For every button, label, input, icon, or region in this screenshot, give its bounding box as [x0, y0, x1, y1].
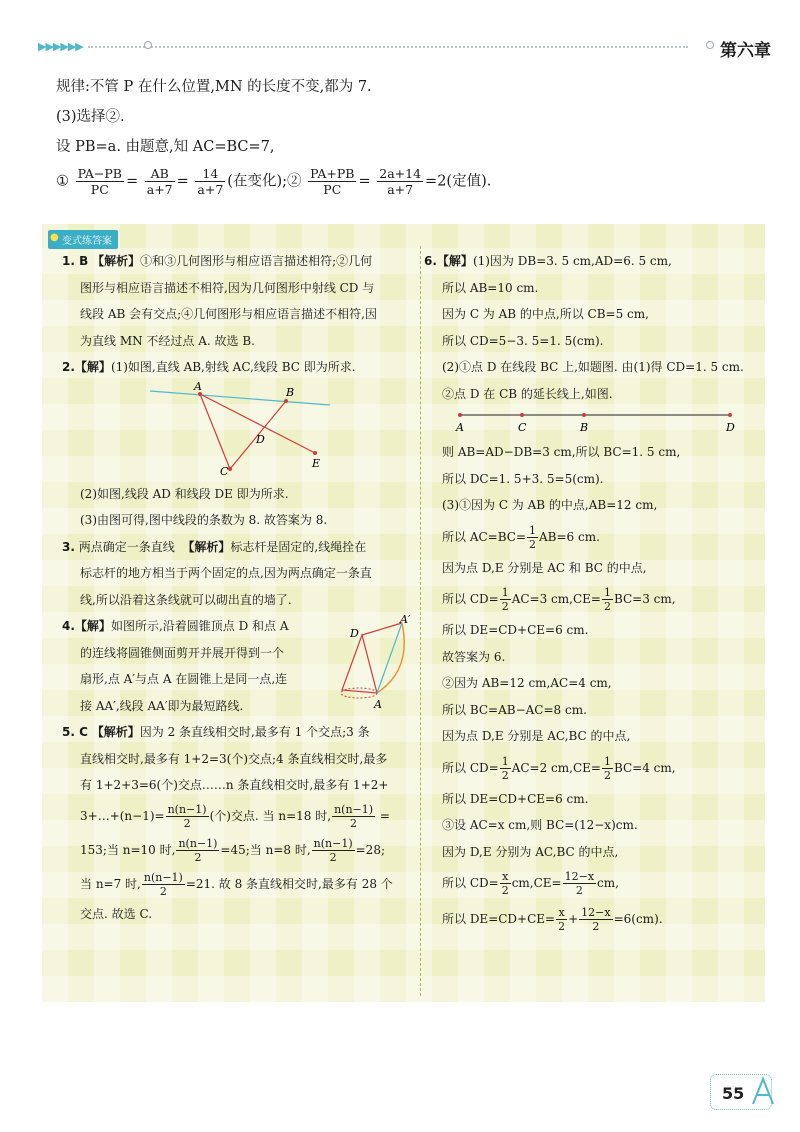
- answer-line: 153;当 n=10 时, $\frac{n(n-1)}{2}$ =45;当 n=8 时, $\frac{n(n-1)}{2}$ =28;: [80, 836, 385, 864]
- answer-line: 的连线将圆锥侧面剪开并展开得到一个: [80, 645, 285, 660]
- fraction: $\frac{14}{a+7}$: [197, 166, 224, 197]
- ring-decoration-icon: [144, 41, 152, 49]
- answer-line: (3)①因为 C 为 AB 的中点,AB=12 cm,: [442, 498, 658, 512]
- lightbulb-icon: ●: [50, 232, 59, 243]
- intro-formula: ① $\frac{PA-PB}{PC}$ = $\frac{AB}{a+7}$ = $\frac{14}{a+7}$ (在变化);② $\frac{PA+PB}{PC}$ = $\frac{2a+14}{a+7}$ =2(定值).: [56, 166, 492, 197]
- label-c: C: [518, 421, 527, 434]
- answer-line: 所以 CD= $\frac{x}{2}$ cm,CE= $\frac{12-x}{2}$ cm,: [442, 870, 619, 897]
- cone-outline: [342, 635, 377, 693]
- point-b: [582, 413, 586, 417]
- fraction: $\frac{n(n-1)}{2}$: [143, 870, 183, 898]
- fraction: $\frac{1}{2}$: [603, 586, 611, 613]
- answer-line: 直线相交时,最多有 1+2=3(个)交点;4 条直线相交时,最多: [80, 751, 388, 766]
- answer-line: 线段 AB 会有交点;④几何图形与相应语言描述不相符,因: [80, 307, 377, 321]
- answer-line: 线,所以沿着这条线就可以砌出直的墙了.: [80, 592, 292, 607]
- answer-line: 1. B 【解析】①和③几何图形与相应语言描述相符;②几何: [62, 254, 373, 268]
- label-d: D: [350, 627, 359, 640]
- label-b: B: [286, 385, 295, 399]
- answer-line: 4.【解】如图所示,沿着圆锥顶点 D 和点 A: [62, 619, 289, 633]
- q4-block: [62, 613, 416, 719]
- intro-line: (3)选择②.: [56, 109, 125, 125]
- fraction: $\frac{x}{2}$: [501, 870, 509, 897]
- dotted-rule: [88, 46, 688, 48]
- point-e: [313, 451, 317, 455]
- answer-line: 所以 CD=5−3. 5=1. 5(cm).: [442, 333, 604, 348]
- fraction: $\frac{1}{2}$: [603, 754, 611, 782]
- answer-line: 所以 DE=CD+CE=6 cm.: [442, 791, 589, 806]
- ray-ac: [200, 394, 230, 469]
- fraction: $\frac{n(n-1)}{2}$: [313, 836, 353, 864]
- answer-line: 所以 CD= $\frac{1}{2}$ AC=3 cm,CE= $\frac{1}{2}$ BC=3 cm,: [442, 586, 676, 613]
- answer-line: 所以 BC=AB−AC=8 cm.: [442, 702, 587, 717]
- answer-line: 标志杆的地方相当于两个固定的点,因为两点确定一条直: [80, 566, 372, 580]
- answer-line: 因为点 D,E 分别是 AC,BC 的中点,: [442, 729, 631, 743]
- answer-line: 接 AA′,线段 AA′即为最短路线.: [80, 698, 244, 713]
- answer-line: 所以 CD= $\frac{1}{2}$ AC=2 cm,CE= $\frac{1}{2}$ BC=4 cm,: [442, 754, 676, 782]
- figure-cone: [332, 615, 417, 725]
- label-d: D: [726, 421, 735, 434]
- fraction: $\frac{12-x}{2}$: [581, 906, 611, 933]
- answer-line: 2.【解】(1)如图,直线 AB,射线 AC,线段 BC 即为所求.: [62, 360, 356, 374]
- fraction: $\frac{2a+14}{a+7}$: [379, 166, 422, 197]
- point-b: [284, 399, 288, 403]
- point-d: [728, 413, 732, 417]
- fraction: $\frac{n(n-1)}{2}$: [167, 802, 207, 830]
- fraction: $\frac{AB}{a+7}$: [146, 166, 173, 197]
- answer-line: (2)①点 D 在线段 BC 上,如题图. 由(1)得 CD=1. 5 cm.: [442, 360, 744, 374]
- intro-section: [56, 72, 756, 197]
- point-c: [520, 413, 524, 417]
- label-c: C: [220, 464, 229, 478]
- fraction: $\frac{x}{2}$: [558, 906, 566, 933]
- label-b: B: [580, 421, 589, 434]
- label-a: A: [456, 421, 464, 434]
- point-a: [458, 413, 462, 417]
- answer-line: 为直线 MN 不经过点 A. 故选 B.: [80, 333, 255, 348]
- lines-diagram: [150, 381, 340, 481]
- label-a: A: [374, 698, 382, 711]
- label-a-prime: A′: [400, 615, 411, 626]
- answer-line: 图形与相应语言描述不相符,因为几何图形中射线 CD 与: [80, 280, 375, 295]
- answer-line: ③设 AC=x cm,则 BC=(12−x)cm.: [442, 818, 638, 832]
- answer-line: (3)由图可得,图中线段的条数为 8. 故答案为 8.: [80, 513, 328, 527]
- fraction: $\frac{n(n-1)}{2}$: [178, 836, 218, 864]
- intro-line: 设 PB=a. 由题意,知 AC=BC=7,: [56, 139, 275, 155]
- page-header: [0, 0, 800, 62]
- answer-line: 所以 AC=BC= $\frac{1}{2}$ AB=6 cm.: [442, 523, 600, 551]
- figure-segment: [424, 407, 754, 439]
- point-c: [228, 467, 232, 471]
- sector-edge: [362, 623, 402, 635]
- answer-line: 因为 C 为 AB 的中点,所以 CB=5 cm,: [442, 307, 649, 321]
- fraction: $\frac{1}{2}$: [501, 586, 509, 613]
- answer-line: 6.【解】(1)因为 DB=3. 5 cm,AD=6. 5 cm,: [424, 254, 672, 268]
- label-d: D: [256, 432, 265, 446]
- logo-stroke: [753, 1079, 773, 1104]
- intro-line: 规律:不管 P 在什么位置,MN 的长度不变,都为 7.: [56, 79, 372, 95]
- answer-line: 则 AB=AD−DB=3 cm,所以 BC=1. 5 cm,: [442, 445, 681, 459]
- answer-line: 因为 D,E 分别为 AC,BC 的中点,: [442, 844, 619, 859]
- page-number: 55: [722, 1084, 745, 1103]
- right-column: [424, 248, 754, 937]
- answer-line: ②点 D 在 CB 的延长线上,如图.: [442, 386, 613, 401]
- chapter-title: 第六章: [720, 41, 771, 61]
- answer-line: ②因为 AB=12 cm,AC=4 cm,: [442, 676, 612, 690]
- fraction: $\frac{PA-PB}{PC}$: [77, 166, 122, 197]
- left-column: [62, 248, 416, 927]
- panel-tag: ● 变式练答案: [48, 230, 118, 249]
- fraction: $\frac{1}{2}$: [529, 523, 536, 551]
- answer-line: 因为点 D,E 分别是 AC 和 BC 的中点,: [442, 560, 647, 575]
- answer-line: 有 1+2+3=6(个)交点……n 条直线相交时,最多有 1+2+: [80, 778, 389, 792]
- fraction: $\frac{PA+PB}{PC}$: [310, 166, 355, 197]
- answer-line: 3. 两点确定一条直线 【解析】标志杆是固定的,线绳拴在: [62, 539, 367, 554]
- segment-diagram: [438, 407, 748, 439]
- answer-line: 交点. 故选 C.: [80, 906, 153, 921]
- answer-line: 所以 DE=CD+CE= $\frac{x}{2}$ + $\frac{12-x}{2}$ =6(cm).: [442, 906, 663, 933]
- answer-line: 5. C 【解析】因为 2 条直线相交时,最多有 1 个交点;3 条: [62, 725, 370, 739]
- answer-line: 所以 DC=1. 5+3. 5=5(cm).: [442, 471, 604, 486]
- fraction: $\frac{12-x}{2}$: [564, 870, 595, 897]
- fraction: $\frac{1}{2}$: [501, 754, 509, 782]
- line-ab: [150, 391, 330, 405]
- page-number-block: [710, 1070, 790, 1110]
- answer-line: (2)如图,线段 AD 和线段 DE 即为所求.: [80, 486, 289, 501]
- answer-line: 故答案为 6.: [442, 649, 506, 664]
- arrow-decoration-icon: ▶▶▶▶▶▶: [38, 40, 83, 53]
- answer-line: 扇形,点 A′与点 A 在圆锥上是同一点,连: [80, 672, 288, 686]
- fraction: $\frac{n(n-1)}{2}$: [334, 802, 374, 830]
- column-divider: [420, 246, 421, 996]
- ring-decoration-icon: [706, 41, 714, 49]
- label-e: E: [312, 456, 321, 470]
- answer-line: 3+…+(n−1)= $\frac{n(n-1)}{2}$ (个)交点. 当 n=18 时, $\frac{n(n-1)}{2}$ =: [80, 802, 390, 830]
- cone-diagram: [332, 615, 417, 715]
- figure-lines: [62, 381, 416, 481]
- answer-line: 当 n=7 时, $\frac{n(n-1)}{2}$ =21. 故 8 条直线相交时,最多有 28 个: [80, 870, 393, 898]
- label-a: A: [194, 380, 202, 393]
- answer-line: 所以 AB=10 cm.: [442, 280, 539, 295]
- letter-a-logo-icon: [750, 1076, 776, 1106]
- answer-line: 所以 DE=CD+CE=6 cm.: [442, 623, 589, 637]
